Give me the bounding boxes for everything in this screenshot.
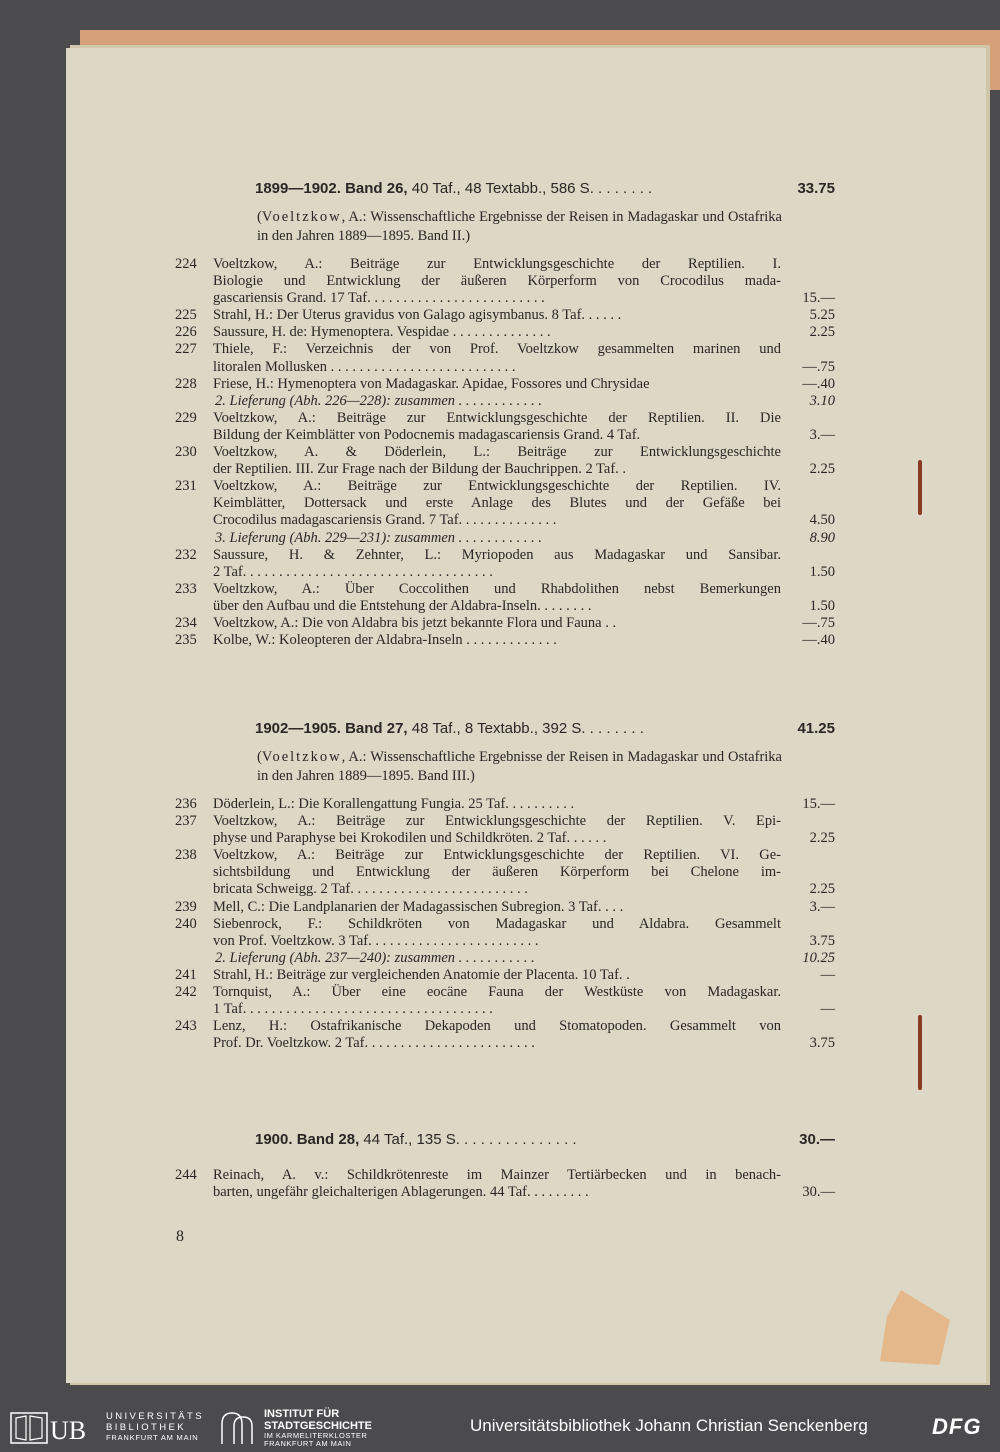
catalog-entry (175, 632, 835, 649)
catalog-entry (175, 478, 835, 529)
isg-line: IM KARMELITERKLOSTER (264, 1431, 368, 1440)
entry-line: Lenz, H.: Ostafrikanische Dekapoden und Stomatopoden. Gesammelt von (213, 1018, 781, 1035)
entry-price: 1.50 (809, 563, 835, 580)
entry-line: Saussure, H. de: Hymenoptera. Vespidae . . . . . . . . . . . . . . (213, 324, 551, 341)
ub-line: BIBLIOTHEK (106, 1421, 186, 1433)
lieferung-total-row (175, 950, 835, 967)
entry-number: 241 (175, 966, 197, 983)
band-years: 1900. (255, 1131, 293, 1148)
catalog-entry (175, 615, 835, 632)
entry-line: Voeltzkow, A.: Beiträge zur Entwicklungsgeschichte der Reptilien. II. Die (213, 409, 781, 426)
entry-line: 3. Lieferung (Abh. 229—231): zusammen . . . . . . . . . . . . (215, 529, 543, 546)
viewer-footer (0, 1402, 1000, 1452)
entry-line: Prof. Dr. Voeltzkow. 2 Taf. . . . . . . . . . . . . . . . . . . . . . . . (213, 1035, 535, 1052)
entry-line: Voeltzkow, A.: Beiträge zur Entwicklungsgeschichte der Reptilien. IV. (213, 478, 781, 495)
entry-line: gascariensis Grand. 17 Taf. . . . . . . . . . . . . . . . . . . . . . . . . (213, 290, 545, 307)
entry-price: 30.— (802, 1184, 835, 1201)
entry-line: 2 Taf. . . . . . . . . . . . . . . . . . . . . . . . . . . . . . . . . . . (213, 563, 493, 580)
entry-price: 15.— (802, 290, 835, 307)
entry-line: Reinach, A. v.: Schildkrötenreste im Mainzer Tertiärbecken und in benach- (213, 1167, 781, 1183)
isg-logo[interactable] (218, 1408, 438, 1448)
entry-line: von Prof. Voeltzkow. 3 Taf. . . . . . . . . . . . . . . . . . . . . . . . (213, 932, 539, 949)
desc-author: Voeltzkow (261, 209, 342, 225)
dfg-logo[interactable]: DFG (932, 1414, 982, 1439)
entry-list (175, 796, 835, 1052)
entry-number: 233 (175, 580, 197, 597)
entry-price: —.40 (802, 632, 835, 649)
entry-number: 227 (175, 341, 197, 358)
band-price: 41.25 (797, 720, 835, 737)
entry-number: 232 (175, 546, 197, 563)
arch-icon (218, 1410, 258, 1446)
band-years: 1902—1905. (255, 720, 341, 737)
entry-price: 10.25 (802, 949, 835, 966)
entry-number: 243 (175, 1018, 197, 1035)
entry-line: Thiele, F.: Verzeichnis der von Prof. Voeltzkow gesammelten marinen und (213, 341, 781, 358)
band-heading (255, 180, 835, 202)
entry-line: Voeltzkow, A.: Beiträge zur Entwicklungsgeschichte der Reptilien. I. (213, 256, 781, 272)
entry-line: sichtsbildung und Entwicklung der äußeren Körperform bei Chelone im- (213, 864, 781, 881)
entry-line: Voeltzkow, A.: Über Coccolithen und Rhabdolithen nebst Bemerkungen (213, 580, 781, 597)
entry-line: Kolbe, W.: Koleopteren der Aldabra-Inseln . . . . . . . . . . . . . (213, 632, 557, 649)
entry-price: 2.25 (809, 461, 835, 478)
catalog-entry (175, 1018, 835, 1052)
catalog-entry (175, 444, 835, 478)
entry-price: 2.25 (809, 830, 835, 847)
entry-line: über den Aufbau und die Entstehung der Aldabra-Inseln. . . . . . . . (213, 597, 592, 614)
entry-line: Tornquist, A.: Über eine eocäne Fauna der Westküste von Madagaskar. (213, 984, 781, 1001)
entry-list (175, 256, 835, 649)
ub-logo-icon (10, 1410, 100, 1446)
catalog-entry (175, 256, 835, 307)
entry-line: Bildung der Keimblätter von Podocnemis madagascariensis Grand. 4 Taf. (213, 426, 641, 443)
entry-line: Strahl, H.: Beiträge zur vergleichenden Anatomie der Placenta. 10 Taf. . (213, 966, 630, 983)
entry-number: 231 (175, 478, 197, 495)
band-section (175, 1131, 835, 1201)
entry-price: 1.50 (809, 597, 835, 614)
entry-line: Döderlein, L.: Die Korallengattung Fungia. 25 Taf. . . . . . . . . . (213, 796, 575, 812)
entry-number: 228 (175, 375, 197, 392)
entry-price: 8.90 (809, 529, 835, 546)
catalog-entry (175, 916, 835, 950)
binding-mark (918, 1015, 922, 1090)
entry-price: —.75 (802, 358, 835, 375)
desc-text: , A.: Wissenschaftliche Ergebnisse der Reisen in Madagaskar und Ostafrika in den Jahren 1889—1895. Band III.) (257, 749, 782, 784)
catalog-entry (175, 581, 835, 615)
entry-number: 225 (175, 307, 197, 324)
entry-line: Voeltzkow, A.: Beiträge zur Entwicklungsgeschichte der Reptilien. V. Epi- (213, 813, 781, 830)
catalog-entry (175, 410, 835, 444)
catalog-entry (175, 324, 835, 341)
entry-price: —.40 (802, 375, 835, 392)
catalog-entry (175, 307, 835, 324)
band-description: (Voeltzkow, A.: Wissenschaftliche Ergebnisse der Reisen in Madagaskar und Ostafrika in den Jahren 1889—1895. Band II.) (257, 209, 782, 244)
entry-number: 234 (175, 614, 197, 631)
entry-line: der Reptilien. III. Zur Frage nach der Bildung der Bauchrippen. 2 Taf. . (213, 461, 627, 478)
entry-number: 244 (175, 1167, 197, 1183)
band-number: Band 26, (345, 180, 408, 197)
entry-price: 2.25 (809, 881, 835, 898)
band-details: 48 Taf., 8 Textabb., 392 S. . . . . . . . (407, 720, 644, 737)
catalog-entry (175, 376, 835, 393)
entry-list (175, 1167, 835, 1201)
page-number: 8 (176, 1228, 184, 1245)
lieferung-total-row (175, 530, 835, 547)
catalog-entry (175, 547, 835, 581)
catalog-entry (175, 341, 835, 375)
entry-number: 239 (175, 898, 197, 915)
isg-line: INSTITUT FÜR (264, 1408, 340, 1420)
entry-price: 3.10 (809, 392, 835, 409)
entry-price: — (820, 1001, 835, 1018)
entry-line: Keimblätter, Dottersack und erste Anlage des Blutes und der Gefäße bei (213, 495, 781, 512)
entry-line: barten, ungefähr gleichalterigen Ablagerungen. 44 Taf. . . . . . . . . (213, 1184, 589, 1201)
band-heading (255, 1131, 835, 1153)
entry-line: Crocodilus madagascariensis Grand. 7 Taf. . . . . . . . . . . . . . (213, 512, 557, 529)
band-price: 30.— (799, 1131, 835, 1148)
entry-number: 237 (175, 813, 197, 830)
entry-line: Siebenrock, F.: Schildkröten von Madagaskar und Aldabra. Gesammelt (213, 915, 781, 932)
entry-line: 2. Lieferung (Abh. 226—228): zusammen . . . . . . . . . . . . (215, 392, 543, 409)
entry-line: bricata Schweigg. 2 Taf. . . . . . . . . . . . . . . . . . . . . . . . . (213, 881, 528, 898)
band-price: 33.75 (797, 180, 835, 197)
isg-line: STADTGESCHICHTE (264, 1420, 372, 1432)
entry-price: 2.25 (809, 324, 835, 341)
band-number: Band 28, (296, 1131, 360, 1148)
entry-line: Mell, C.: Die Landplanarien der Madagassischen Subregion. 3 Taf. . . . (213, 898, 624, 915)
entry-line: Voeltzkow, A.: Die von Aldabra bis jetzt bekannte Flora und Fauna . . (213, 614, 617, 631)
ub-name (106, 1412, 204, 1444)
catalog-entry (175, 984, 835, 1018)
entry-number: 224 (175, 256, 197, 272)
entry-line: 1 Taf. . . . . . . . . . . . . . . . . . . . . . . . . . . . . . . . . . . (213, 1001, 493, 1018)
entry-number: 229 (175, 409, 197, 426)
band-section (175, 720, 835, 1052)
desc-author: Voeltzkow (261, 749, 342, 765)
band-number: Band 27, (345, 720, 408, 737)
entry-price: 5.25 (809, 307, 835, 324)
isg-name (264, 1408, 372, 1448)
catalog-entry (175, 813, 835, 847)
entry-price: — (820, 966, 835, 983)
catalog-entry (175, 967, 835, 984)
entry-number: 235 (175, 632, 197, 649)
entry-line: litoralen Mollusken . . . . . . . . . . . . . . . . . . . . . . . . . . (213, 358, 516, 375)
entry-line: Saussure, H. & Zehnter, L.: Myriopoden aus Madagaskar und Sansibar. (213, 546, 781, 563)
entry-price: 3.— (809, 898, 835, 915)
catalog-entry (175, 899, 835, 916)
ub-line: FRANKFURT AM MAIN (106, 1433, 199, 1442)
library-name: Universitätsbibliothek Johann Christian Senckenberg (470, 1416, 868, 1435)
entry-number: 236 (175, 796, 197, 812)
entry-number: 242 (175, 984, 197, 1001)
band-section (175, 180, 835, 649)
entry-line: Biologie und Entwicklung der äußeren Körperform von Crocodilus mada- (213, 273, 781, 290)
entry-price: —.75 (802, 614, 835, 631)
catalog-entry (175, 796, 835, 813)
band-details: 40 Taf., 48 Textabb., 586 S. . . . . . . . (407, 180, 653, 197)
entry-line: 2. Lieferung (Abh. 237—240): zusammen . . . . . . . . . . . (215, 949, 535, 966)
isg-line: FRANKFURT AM MAIN (264, 1439, 352, 1448)
lieferung-total-row (175, 393, 835, 410)
entry-price: 3.75 (809, 932, 835, 949)
band-details: 44 Taf., 135 S. . . . . . . . . . . . . . . (359, 1131, 577, 1148)
ub-line: UNIVERSITÄTS (106, 1411, 204, 1422)
band-years: 1899—1902. (255, 180, 341, 197)
entry-price: 4.50 (809, 512, 835, 529)
catalog-entry (175, 1167, 835, 1201)
ub-logo[interactable] (10, 1410, 210, 1446)
binding-mark (918, 460, 922, 515)
entry-price: 3.75 (809, 1035, 835, 1052)
desc-text: , A.: Wissenschaftliche Ergebnisse der Reisen in Madagaskar und Ostafrika in den Jahren 1889—1895. Band II.) (257, 209, 782, 244)
entry-line: Voeltzkow, A. & Döderlein, L.: Beiträge zur Entwicklungsgeschichte (213, 444, 781, 461)
entry-number: 238 (175, 847, 197, 864)
band-heading (255, 720, 835, 742)
ub-letters: UB (50, 1416, 87, 1445)
band-description: (Voeltzkow, A.: Wissenschaftliche Ergebnisse der Reisen in Madagaskar und Ostafrika in den Jahren 1889—1895. Band III.) (257, 749, 782, 784)
entry-line: Friese, H.: Hymenoptera von Madagaskar. Apidae, Fossores und Chrysidae (213, 375, 650, 392)
entry-line: Voeltzkow, A.: Beiträge zur Entwicklungsgeschichte der Reptilien. VI. Ge- (213, 847, 781, 864)
entry-number: 240 (175, 915, 197, 932)
entry-line: Strahl, H.: Der Uterus gravidus von Galago agisymbanus. 8 Taf. . . . . . (213, 307, 622, 324)
catalog-entry (175, 847, 835, 898)
entry-line: physe und Paraphyse bei Krokodilen und Schildkröten. 2 Taf. . . . . . (213, 830, 607, 847)
entry-number: 226 (175, 324, 197, 341)
entry-price: 3.— (809, 426, 835, 443)
entry-number: 230 (175, 444, 197, 461)
entry-price: 15.— (802, 796, 835, 812)
